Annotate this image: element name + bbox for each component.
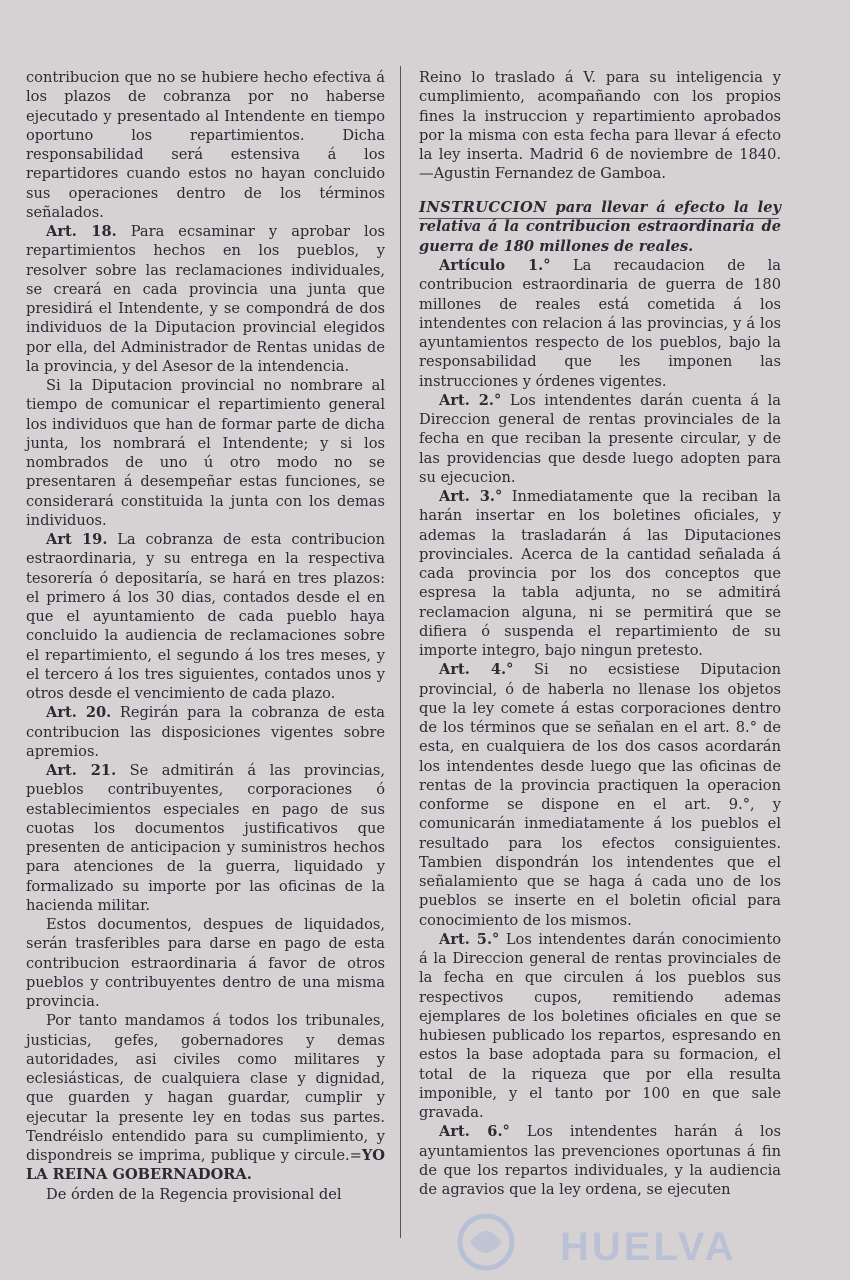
article-1 — [419, 256, 781, 391]
paragraph-diputacion: Si la Diputacion provincial no nombrare al tiempo de comunicar el repartimiento general los individuos que han de formar parte de dicha junta, los nombrará el Intendente; y si los nombrados de uno ú otro modo no se presentaren á desempeñar estas funciones, se considerará constituida la junta con los demas individuos. — [26, 377, 385, 529]
paragraph-por-tanto — [26, 1011, 385, 1184]
article-2-label: Art. 2.° — [439, 391, 502, 409]
article-19-text: La cobranza de esta contribucion estraordinaria, y su entrega en la respectiva tesorería ó depositaría, se hará en tres plazos: el primero á los 30 dias, contados desde el en que el ayuntamiento de cada pueblo haya concluido la audiencia de reclamaciones sobre el repartimiento, el segundo á los tres meses, y el tercero á los tres siguientes, contados unos y otros desde el vencimiento de cada plazo. — [26, 531, 385, 702]
article-21-label: Art. 21. — [46, 762, 117, 779]
article-20 — [26, 703, 385, 761]
right-column — [419, 68, 781, 1199]
watermark-logo-icon — [448, 1180, 778, 1275]
article-6-label: Art. 6.° — [439, 1123, 510, 1141]
watermark-text: HUELVA — [560, 1225, 737, 1269]
article-18-text: Para ecsaminar y aprobar los repartimientos hechos en los pueblos, y resolver sobre las reclamaciones individuales, se creará en cada provincia una junta que presidirá el Intendente, y se compondrá de dos individuos de la Diputacion provincial elegidos por ella, del Administrador de Rentas unidas de la provincia, y del Asesor de la intendencia. — [26, 223, 385, 375]
por-tanto-text: Por tanto mandamos á todos los tribunales, justicias, gefes, gobernadores y demas autoridades, asi civiles como militares y eclesiásticas, de cualquiera clase y dignidad, que guarden y hagan guardar, cumplir y ejecutar la presente ley en todas sus partes. Tendréislo entendido para su cumplimiento, y dispondreis se imprima, publique y circule.= — [26, 1012, 385, 1164]
column-divider — [400, 66, 401, 1238]
article-4-label: Art. 4.° — [439, 661, 514, 679]
article-2 — [419, 391, 781, 487]
article-19-label: Art 19. — [46, 531, 108, 548]
right-paragraph-continuation: Reino lo traslado á V. para su inteligencia y cumplimiento, acompañando con los propios fines la instruccion y repartimiento aprobados por la misma con esta fecha para llevar á efecto la ley inserta. Madrid 6 de noviembre de 1840.—Agustin Fernandez de Gamboa. — [419, 69, 781, 183]
article-21 — [26, 761, 385, 915]
article-3 — [419, 487, 781, 660]
instruction-heading — [419, 198, 781, 257]
instruction-heading-caps: INSTRUCCION — [419, 198, 548, 216]
article-20-text: Regirán para la cobranza de esta contribucion las disposiciones vigentes sobre apremios. — [26, 704, 385, 760]
article-1-label: Artículo 1.° — [439, 257, 551, 274]
article-21-text: Se admitirán á las provincias, pueblos contribuyentes, corporaciones ó establecimientos especiales en pago de sus cuotas los documentos justificativos que presenten de anticipacion y suministros hechos para atenciones de la guerra, liquidado y formalizado su importe por las oficinas de la hacienda militar. — [26, 762, 385, 914]
article-5-label: Art. 5.° — [439, 930, 500, 948]
article-6-text: Los intendentes harán á los ayuntamientos las prevenciones oportunas á fin de que los repartos individuales, y la audiencia de agravios que la ley ordena, se ejecuten — [419, 1123, 781, 1198]
article-1-text: La recaudacion de la contribucion estraordinaria de guerra de 180 millones de reales está cometida á los intendentes con relacion á las provincias, y á los ayuntamientos respecto de los pueblos, bajo la responsabilidad que les imponen las instrucciones y órdenes vigentes. — [419, 257, 781, 390]
archive-watermark — [448, 1180, 778, 1275]
article-20-label: Art. 20. — [46, 704, 112, 722]
article-5-text: Los intendentes darán conocimiento á la Direccion general de rentas provinciales de la fecha en que circulen á los pueblos sus respectivos cupos, remitiendo ademas ejemplares de los boletines oficiales en que se hubiesen publicado los repartos, espresando en estos la base adoptada para su formacion, el total de la riqueza que por ella resulta imponible, y el tanto por 100 en que sale gravada. — [419, 930, 782, 1121]
left-paragraph-continuation: contribucion que no se hubiere hecho efectiva á los plazos de cobranza por no haberse ejecutado y presentado al Intendente en tiempo oportuno los repartimientos. Dicha responsabilidad será estensiva á los repartidores cuando estos no hayan concluido sus operaciones dentro de los términos señalados. — [26, 69, 385, 221]
paragraph-de-orden: De órden de la Regencia provisional del — [46, 1185, 342, 1203]
paragraph-documentos: Estos documentos, despues de liquidados, serán trasferibles para darse en pago de esta contribucion estraordinaria á favor de otros pueblos y contribuyentes dentro de una misma provincia. — [26, 916, 385, 1010]
article-4-text: Si no ecsistiese Diputacion provincial, ó de haberla no llenase los objetos que la ley comete á estas corporaciones dentro de los términos que se señalan en el art. 8.° de esta, en cualquiera de los dos casos acordarán los intendentes desde luego que las oficinas de rentas de la provincia practiquen la operacion conforme se dispone en el art. 9.°, y comunicarán inmediatamente á los pueblos el resultado para los efectos consiguientes. Tambien dispondrán los intendentes que el señalamiento que se haga á cada uno de los pueblos se inserte en el boletin oficial para conocimiento de los mismos. — [419, 661, 781, 929]
article-18-label: Art. 18. — [46, 223, 117, 240]
article-18 — [26, 222, 385, 376]
article-4 — [419, 660, 781, 930]
article-3-text: Inmediatamente que la reciban la harán insertar en los boletines oficiales, y ademas la trasladarán á las Diputaciones provinciales. Acerca de la cantidad señalada á cada provincia por los dos conceptos que espresa la tabla adjunta, no se admitirá reclamacion alguna, ni se permitirá que se difiera ó suspenda el repartimiento de su importe integro, bajo ningun pretesto. — [419, 488, 781, 659]
left-column — [26, 68, 385, 1204]
article-5 — [419, 930, 781, 1123]
article-2-text: Los intendentes darán cuenta á la Direccion general de rentas provinciales de la fecha en que reciban la presente circular, y de las providencias que desde luego adopten para su ejecucion. — [419, 391, 782, 486]
instruction-heading-rest: para llevar á efecto la ley relativa á la contribucion estraordinaria de guerra de 180 millones de reales. — [419, 198, 781, 255]
queen-signature: YO LA REINA GOBERNADORA. — [26, 1147, 385, 1184]
article-3-label: Art. 3.° — [439, 488, 503, 505]
article-19 — [26, 530, 385, 703]
